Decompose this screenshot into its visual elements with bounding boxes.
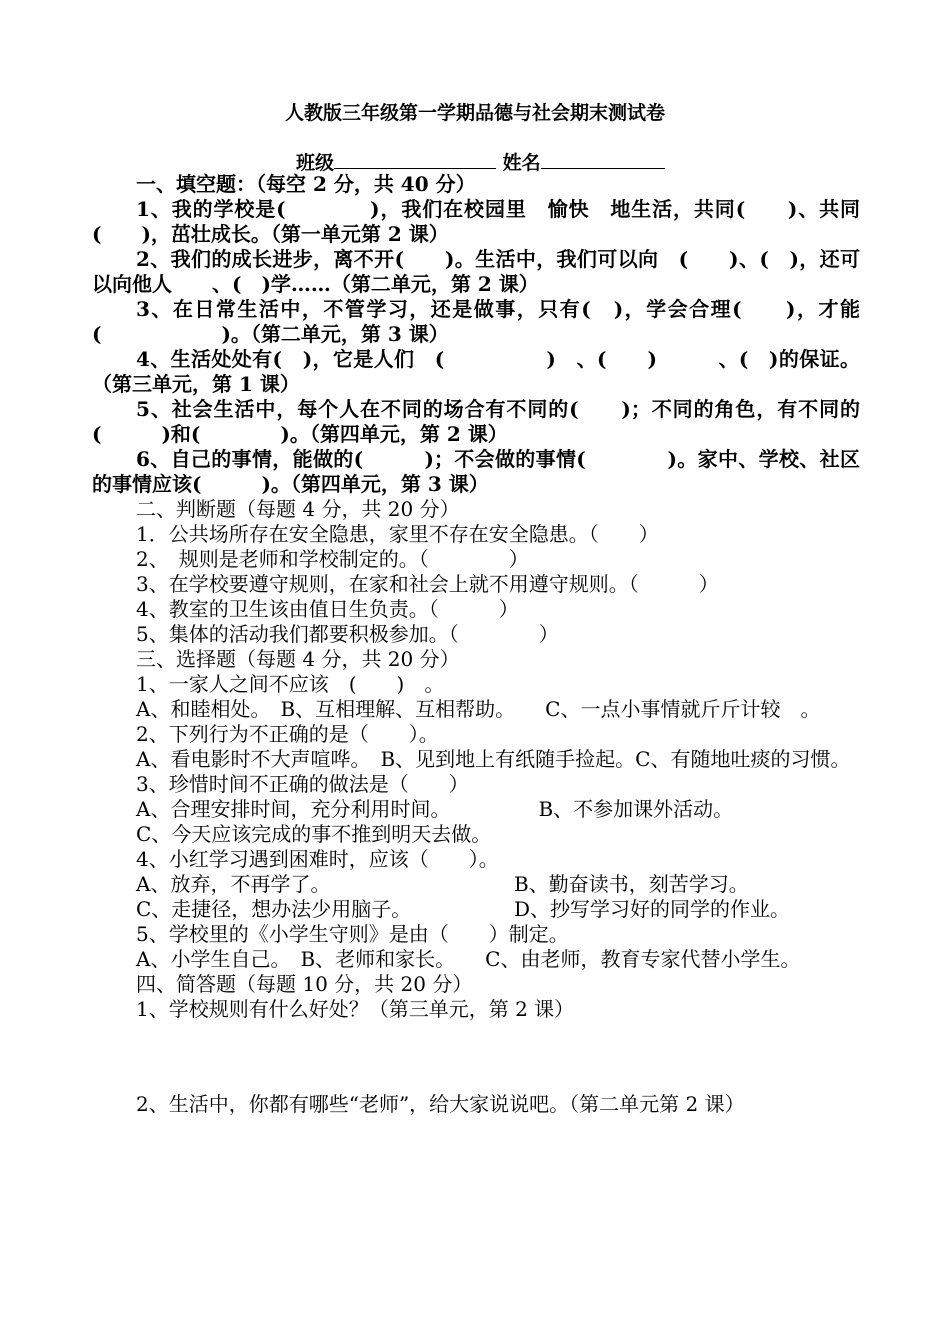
q4-option-b: B、勤奋读书，刻苦学习。 [514, 872, 749, 896]
class-name-line [296, 148, 665, 175]
section4-question-2: 2、生活中，你都有哪些“老师”，给大家说说吧。（第二单元第 2 课） [136, 1092, 745, 1116]
section3-question-4-options-cd [92, 897, 860, 922]
name-blank[interactable] [541, 150, 665, 169]
section3-question-3-option-c: C、今天应该完成的事不推到明天去做。 [136, 822, 492, 846]
q4-option-d: D、抄写学习好的同学的作业。 [514, 897, 791, 921]
section3-question-2: 2、下列行为不正确的是（ ）。 [136, 722, 439, 746]
section2-question-1: 1．公共场所存在安全隐患，家里不存在安全隐患。（ ） [136, 522, 659, 546]
exam-content [92, 172, 880, 1117]
section3-question-4: 4、小红学习遇到困难时，应该（ ）。 [136, 847, 499, 871]
section3-question-5: 5、学校里的《小学生守则》是由（ ）制定。 [136, 922, 569, 946]
class-blank[interactable] [334, 150, 496, 169]
section4-question-1: 1、学校规则有什么好处？（第三单元，第 2 课） [136, 997, 575, 1021]
q3-option-b: B、不参加课外活动。 [538, 797, 734, 821]
section3-question-1: 1、一家人之间不应该 ( ) 。 [136, 672, 445, 696]
section2-question-3: 3、在学校要遵守规则，在家和社会上就不用遵守规则。（ ） [136, 572, 719, 596]
q4-option-a: A、放弃，不再学了。 [136, 872, 331, 896]
section3-heading: 三、选择题（每题 4 分，共 20 分） [136, 647, 460, 671]
section3-question-5-options: A、小学生自己。 B、老师和家长。 C、由老师，教育专家代替小学生。 [136, 947, 801, 971]
section1-question-2: 2、我们的成长进步，离不开( )。生活中，我们可以向 ( )、( )，还可以向他人 、( )学……（第二单元，第 2 课） [92, 247, 860, 296]
section1-question-6: 6、自己的事情，能做的( )；不会做的事情( )。家中、学校、社区的事情应该( )。（第四单元，第 3 课） [92, 447, 860, 496]
section3-question-1-options: A、和睦相处。 B、互相理解、互相帮助。 C、一点小事情就斤斤计较 。 [136, 697, 821, 721]
q3-option-a: A、合理安排时间，充分利用时间。 [136, 797, 451, 821]
section3-question-3-options-ab [92, 797, 860, 822]
section2-question-2: 2、 规则是老师和学校制定的。（ ） [136, 547, 529, 571]
section2-question-5: 5、集体的活动我们都要积极参加。（ ） [136, 622, 559, 646]
section1-question-5: 5、社会生活中，每个人在不同的场合有不同的( )；不同的角色，有不同的 ( )和( )。（第四单元，第 2 课） [92, 397, 880, 446]
section3-question-4-options-ab [92, 872, 860, 897]
section1-question-3: 3、在日常生活中，不管学习，还是做事，只有( )，学会合理( )，才能( )。（第二单元，第 3 课） [92, 297, 860, 346]
section2-question-4: 4、教室的卫生该由值日生负责。（ ） [136, 597, 519, 621]
page-title: 人教版三年级第一学期品德与社会期末测试卷 [284, 102, 665, 124]
section3-question-2-options: A、看电影时不大声喧哗。 B、见到地上有纸随手捡起。C、有随地吐痰的习惯。 [136, 747, 851, 771]
class-label: 班级 [296, 152, 335, 174]
section3-question-3: 3、珍惜时间不正确的做法是（ ） [136, 772, 469, 796]
section1-question-4: 4、生活处处有( )，它是人们 ( ) 、( ) 、( )的保证。（第三单元，第 1 课） [92, 347, 860, 396]
section1-question-1: 1、我的学校是( )，我们在校园里 愉快 地生活，共同( )、共同( )，茁壮成长。（第一单元第 2 课） [92, 197, 860, 246]
section1-heading: 一、填空题：（每空 2 分，共 40 分） [136, 172, 476, 196]
name-label: 姓名 [502, 152, 541, 174]
answer-space-1[interactable] [92, 1022, 860, 1092]
q4-option-c: C、走捷径，想办法少用脑子。 [136, 897, 412, 921]
section4-heading: 四、简答题（每题 10 分，共 20 分） [136, 972, 473, 996]
section2-heading: 二、判断题（每题 4 分，共 20 分） [136, 497, 460, 521]
